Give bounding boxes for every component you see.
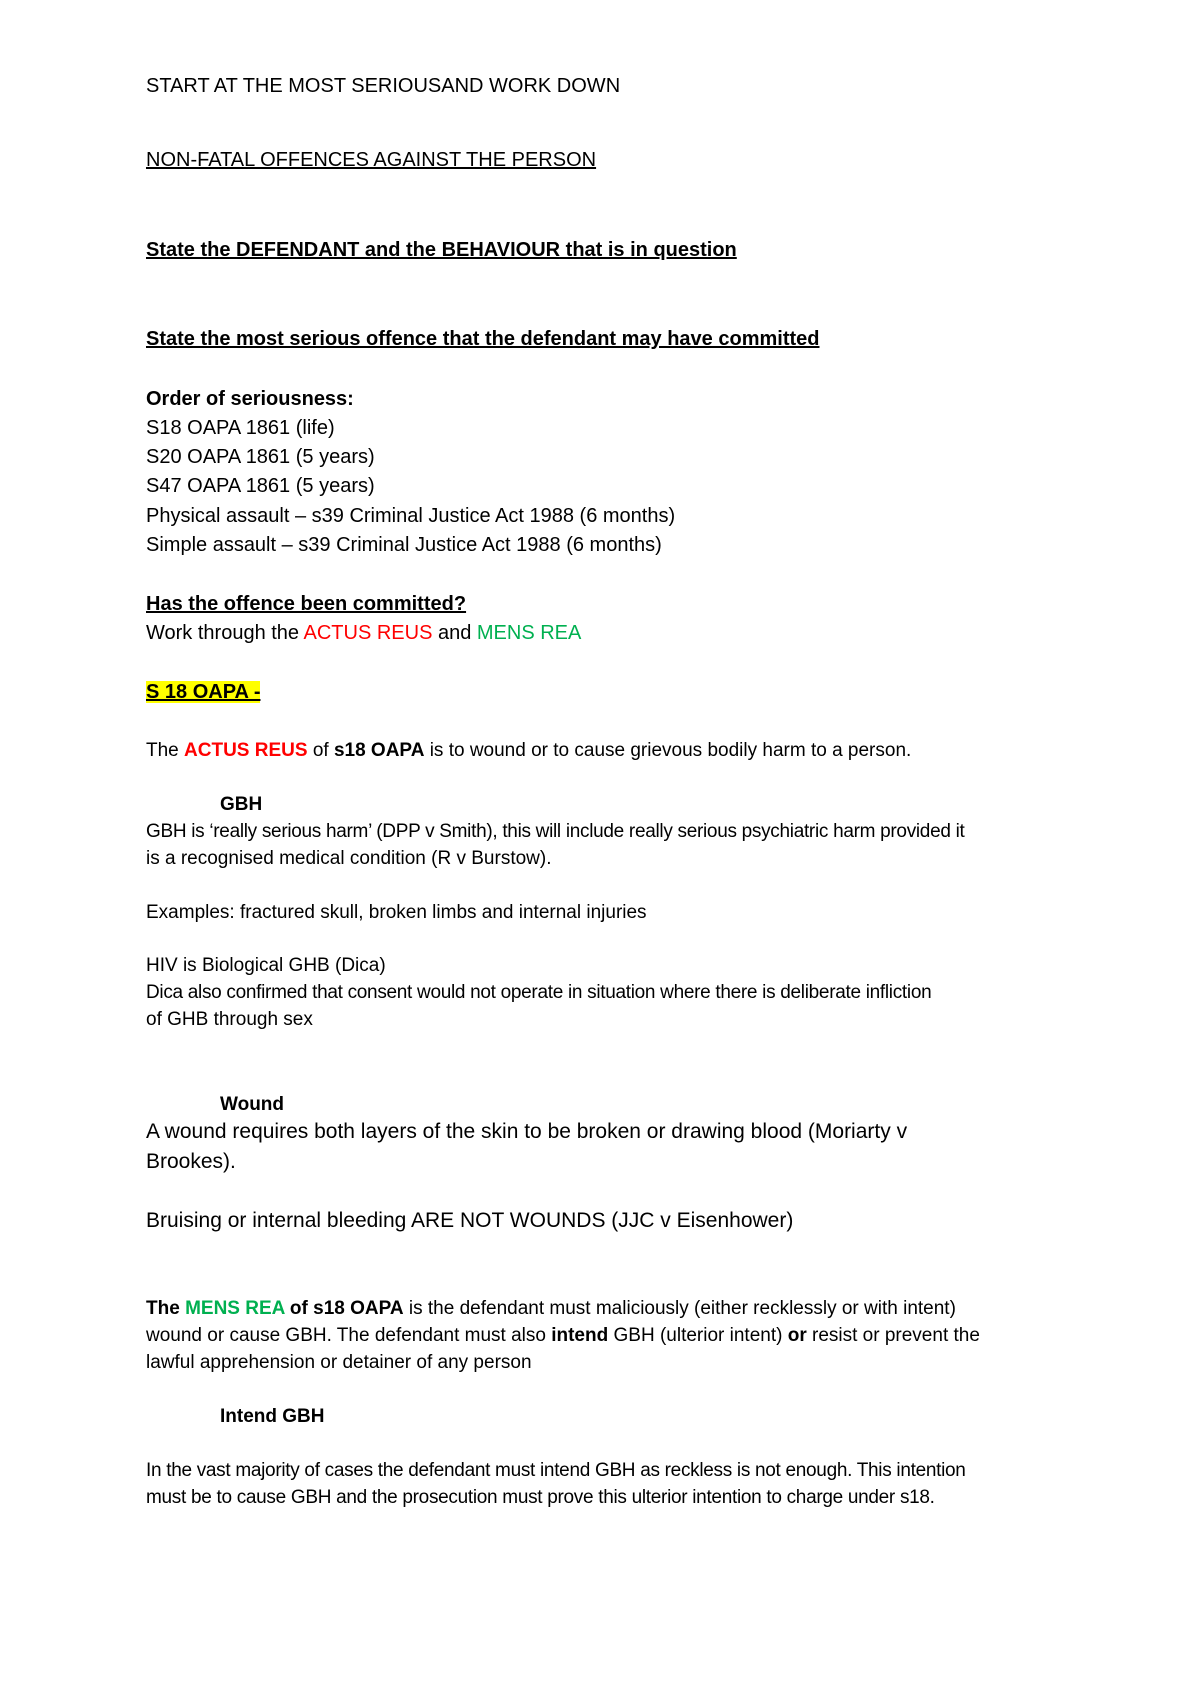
actus-reus-paragraph — [146, 740, 911, 762]
s18-heading — [146, 681, 260, 704]
wound-definition-line: A wound requires both layers of the skin to be broken or drawing blood (Moriarty v — [146, 1120, 908, 1143]
intend-term: intend — [551, 1325, 609, 1346]
intend-paragraph-line: In the vast majority of cases the defendant must intend GBH as reckless is not enough. This intention — [146, 1460, 966, 1481]
dica-line: Dica also confirmed that consent would not operate in situation where there is deliberate infliction — [146, 982, 932, 1003]
order-item: S47 OAPA 1861 (5 years) — [146, 475, 375, 497]
work-through-line — [146, 622, 581, 645]
work-through-prefix: Work through the — [146, 622, 304, 644]
dica-line: of GHB through sex — [146, 1009, 313, 1030]
mens-rea-term: MENS REA — [476, 622, 582, 644]
top-heading: START AT THE MOST SERIOUSAND WORK DOWN — [146, 75, 621, 97]
text-run: wound or cause GBH. The defendant must also — [146, 1325, 552, 1346]
order-item: Physical assault – s39 Criminal Justice Act 1988 (6 months) — [146, 505, 676, 527]
order-heading: Order of seriousness: — [146, 388, 354, 410]
gbh-heading: GBH — [220, 794, 263, 815]
text-run: is to wound or to cause grievous bodily harm to a person. — [424, 740, 912, 761]
text-run: The — [146, 1298, 186, 1319]
intend-gbh-heading: Intend GBH — [220, 1406, 325, 1427]
hiv-line: HIV is Biological GHB (Dica) — [146, 955, 386, 976]
intend-paragraph-line: must be to cause GBH and the prosecution must prove this ulterior intention to charge under s18. — [146, 1487, 935, 1508]
step-state-defendant: State the DEFENDANT and the BEHAVIOUR that is in question — [146, 239, 737, 261]
section-title: NON-FATAL OFFENCES AGAINST THE PERSON — [146, 149, 597, 171]
order-item: S18 OAPA 1861 (life) — [146, 417, 335, 439]
order-item: Simple assault – s39 Criminal Justice Act 1988 (6 months) — [146, 534, 662, 556]
gbh-definition-line: is a recognised medical condition (R v Burstow). — [146, 848, 552, 869]
actus-reus-term: ACTUS REUS — [303, 622, 433, 644]
gbh-examples: Examples: fractured skull, broken limbs and internal injuries — [146, 902, 647, 923]
s18-heading-highlight: S 18 OAPA - — [146, 681, 261, 703]
step-state-offence: State the most serious offence that the defendant may have committed — [146, 328, 820, 350]
actus-reus-term: ACTUS REUS — [184, 740, 308, 761]
wound-definition-line: Brookes). — [146, 1150, 236, 1173]
wound-heading: Wound — [220, 1094, 285, 1115]
statute-ref: s18 OAPA — [333, 740, 425, 761]
text-run: GBH (ulterior intent) — [608, 1325, 788, 1346]
mens-rea-term: MENS REA — [185, 1298, 285, 1319]
mens-rea-line — [146, 1298, 956, 1320]
committed-question: Has the offence been committed? — [146, 593, 467, 615]
text-run: is the defendant must maliciously (either recklessly or with intent) — [403, 1298, 956, 1319]
text-run: resist or prevent the — [806, 1325, 980, 1346]
order-item: S20 OAPA 1861 (5 years) — [146, 446, 375, 468]
statute-ref: s18 OAPA — [313, 1298, 404, 1319]
text-run: The — [146, 740, 185, 761]
gbh-definition-line: GBH is ‘really serious harm’ (DPP v Smith), this will include really serious psychiatric harm provided it — [146, 821, 965, 842]
work-through-and: and — [432, 622, 477, 644]
text-run: of — [307, 740, 334, 761]
bruising-line: Bruising or internal bleeding ARE NOT WOUNDS (JJC v Eisenhower) — [146, 1209, 794, 1232]
mens-rea-line — [146, 1325, 980, 1347]
or-term: or — [787, 1325, 807, 1346]
text-run: of — [284, 1298, 314, 1319]
mens-rea-line: lawful apprehension or detainer of any person — [146, 1352, 532, 1373]
